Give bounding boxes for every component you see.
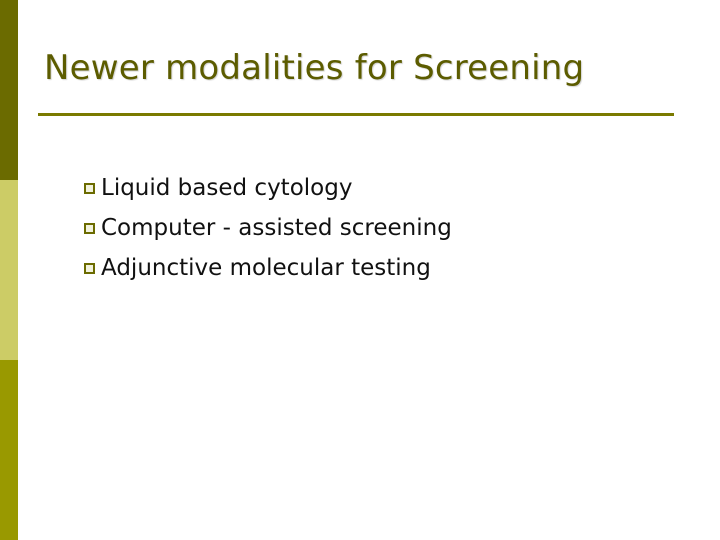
sidebar-accent-middle xyxy=(0,180,18,360)
checkbox-square-icon xyxy=(84,183,95,194)
bullet-text: Adjunctive molecular testing xyxy=(101,254,431,281)
slide-title: Newer modalities for Screening xyxy=(44,48,585,88)
bullet-text: Liquid based cytology xyxy=(101,174,353,201)
bullet-list xyxy=(84,168,452,288)
bullet-text: Computer - assisted screening xyxy=(101,214,452,241)
sidebar-accent-bottom xyxy=(0,360,18,540)
bullet-item-computer-assisted-screening xyxy=(84,208,452,248)
bullet-item-adjunctive-molecular-testing xyxy=(84,248,452,288)
sidebar-accent-top xyxy=(0,0,18,180)
checkbox-square-icon xyxy=(84,223,95,234)
checkbox-square-icon xyxy=(84,263,95,274)
title-underline xyxy=(38,113,674,116)
bullet-item-liquid-based-cytology xyxy=(84,168,452,208)
